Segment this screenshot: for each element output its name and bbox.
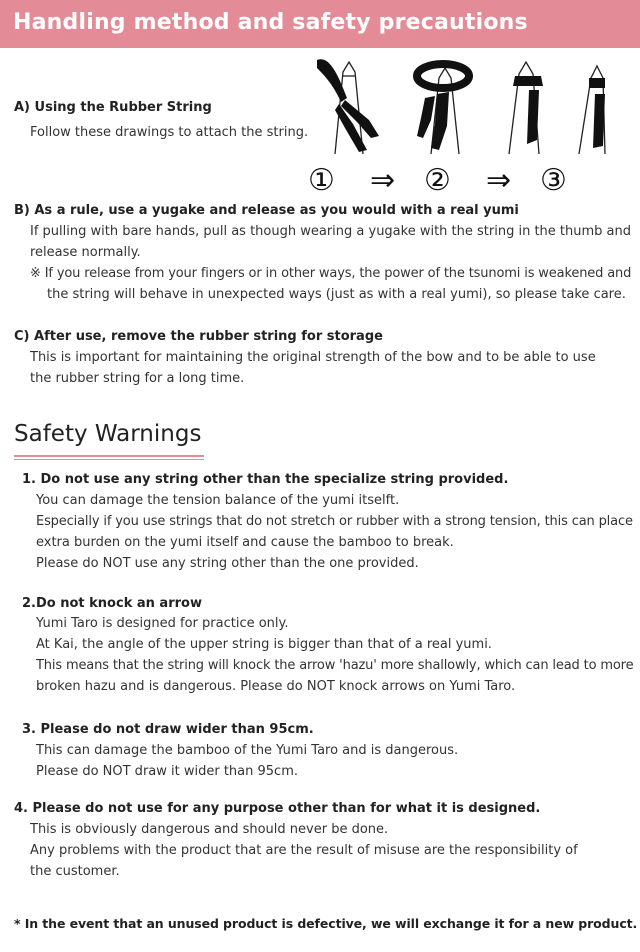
title-underline bbox=[14, 459, 204, 460]
warning-3-line: This can damage the bamboo of the Yumi Taro and is dangerous. bbox=[36, 743, 459, 758]
warning-1-line: You can damage the tension balance of the yumi itselft. bbox=[36, 493, 400, 508]
step-arrow-icon: ⇒ bbox=[370, 163, 396, 198]
warning-1-line: Especially if you use strings that do not stretch or rubber with a strong tension, this can place bbox=[36, 514, 633, 529]
attachment-steps bbox=[308, 163, 608, 201]
step-1-label: ① bbox=[308, 163, 335, 198]
warning-2-line: Yumi Taro is designed for practice only. bbox=[36, 616, 289, 631]
warning-4-line: the customer. bbox=[30, 864, 120, 879]
step-arrow-icon: ⇒ bbox=[486, 163, 512, 198]
warning-2-line: At Kai, the angle of the upper string is bigger than that of a real yumi. bbox=[36, 637, 492, 652]
section-c-line: the rubber string for a long time. bbox=[30, 371, 245, 386]
section-a-text: Follow these drawings to attach the string. bbox=[30, 125, 309, 140]
step-3-label: ③ bbox=[540, 163, 567, 198]
section-b-note: ※ If you release from your fingers or in other ways, the power of the tsunomi is weakened and bbox=[30, 266, 632, 281]
section-a-heading: A) Using the Rubber String bbox=[14, 100, 212, 115]
warning-2-heading: 2.Do not knock an arrow bbox=[22, 596, 202, 611]
step-2-label: ② bbox=[424, 163, 451, 198]
warning-4-heading: 4. Please do not use for any purpose other than for what it is designed. bbox=[14, 801, 541, 816]
section-c-heading: C) After use, remove the rubber string for storage bbox=[14, 329, 383, 344]
section-c-line: This is important for maintaining the original strength of the bow and to be able to use bbox=[30, 350, 596, 365]
warning-1-line: extra burden on the yumi itself and cause the bamboo to break. bbox=[36, 535, 454, 550]
title-underline bbox=[14, 455, 204, 457]
section-b-line: If pulling with bare hands, pull as though wearing a yugake with the string in the thumb and bbox=[30, 224, 632, 239]
warning-1-line: Please do NOT use any string other than the one provided. bbox=[36, 556, 419, 571]
footer-note: * In the event that an unused product is defective, we will exchange it for a new product. bbox=[14, 916, 638, 931]
page-header bbox=[0, 0, 640, 48]
warning-1-heading: 1. Do not use any string other than the specialize string provided. bbox=[22, 472, 509, 487]
page-title: Handling method and safety precautions bbox=[13, 10, 528, 35]
section-b-line: release normally. bbox=[30, 245, 141, 260]
warning-4-line: This is obviously dangerous and should never be done. bbox=[30, 822, 389, 837]
warning-3-heading: 3. Please do not draw wider than 95cm. bbox=[22, 722, 314, 737]
warning-4-line: Any problems with the product that are the result of misuse are the responsibility of bbox=[30, 843, 578, 858]
warning-3-line: Please do NOT draw it wider than 95cm. bbox=[36, 764, 298, 779]
string-attachment-illustration bbox=[283, 54, 631, 160]
safety-warnings-title: Safety Warnings bbox=[14, 421, 202, 447]
section-b-note: the string will behave in unexpected ways (just as with a real yumi), so please take care. bbox=[47, 287, 626, 302]
warning-2-line: broken hazu and is dangerous. Please do NOT knock arrows on Yumi Taro. bbox=[36, 679, 516, 694]
section-b-heading: B) As a rule, use a yugake and release as you would with a real yumi bbox=[14, 203, 519, 218]
warning-2-line: This means that the string will knock the arrow 'hazu' more shallowly, which can lead to more bbox=[36, 658, 634, 673]
